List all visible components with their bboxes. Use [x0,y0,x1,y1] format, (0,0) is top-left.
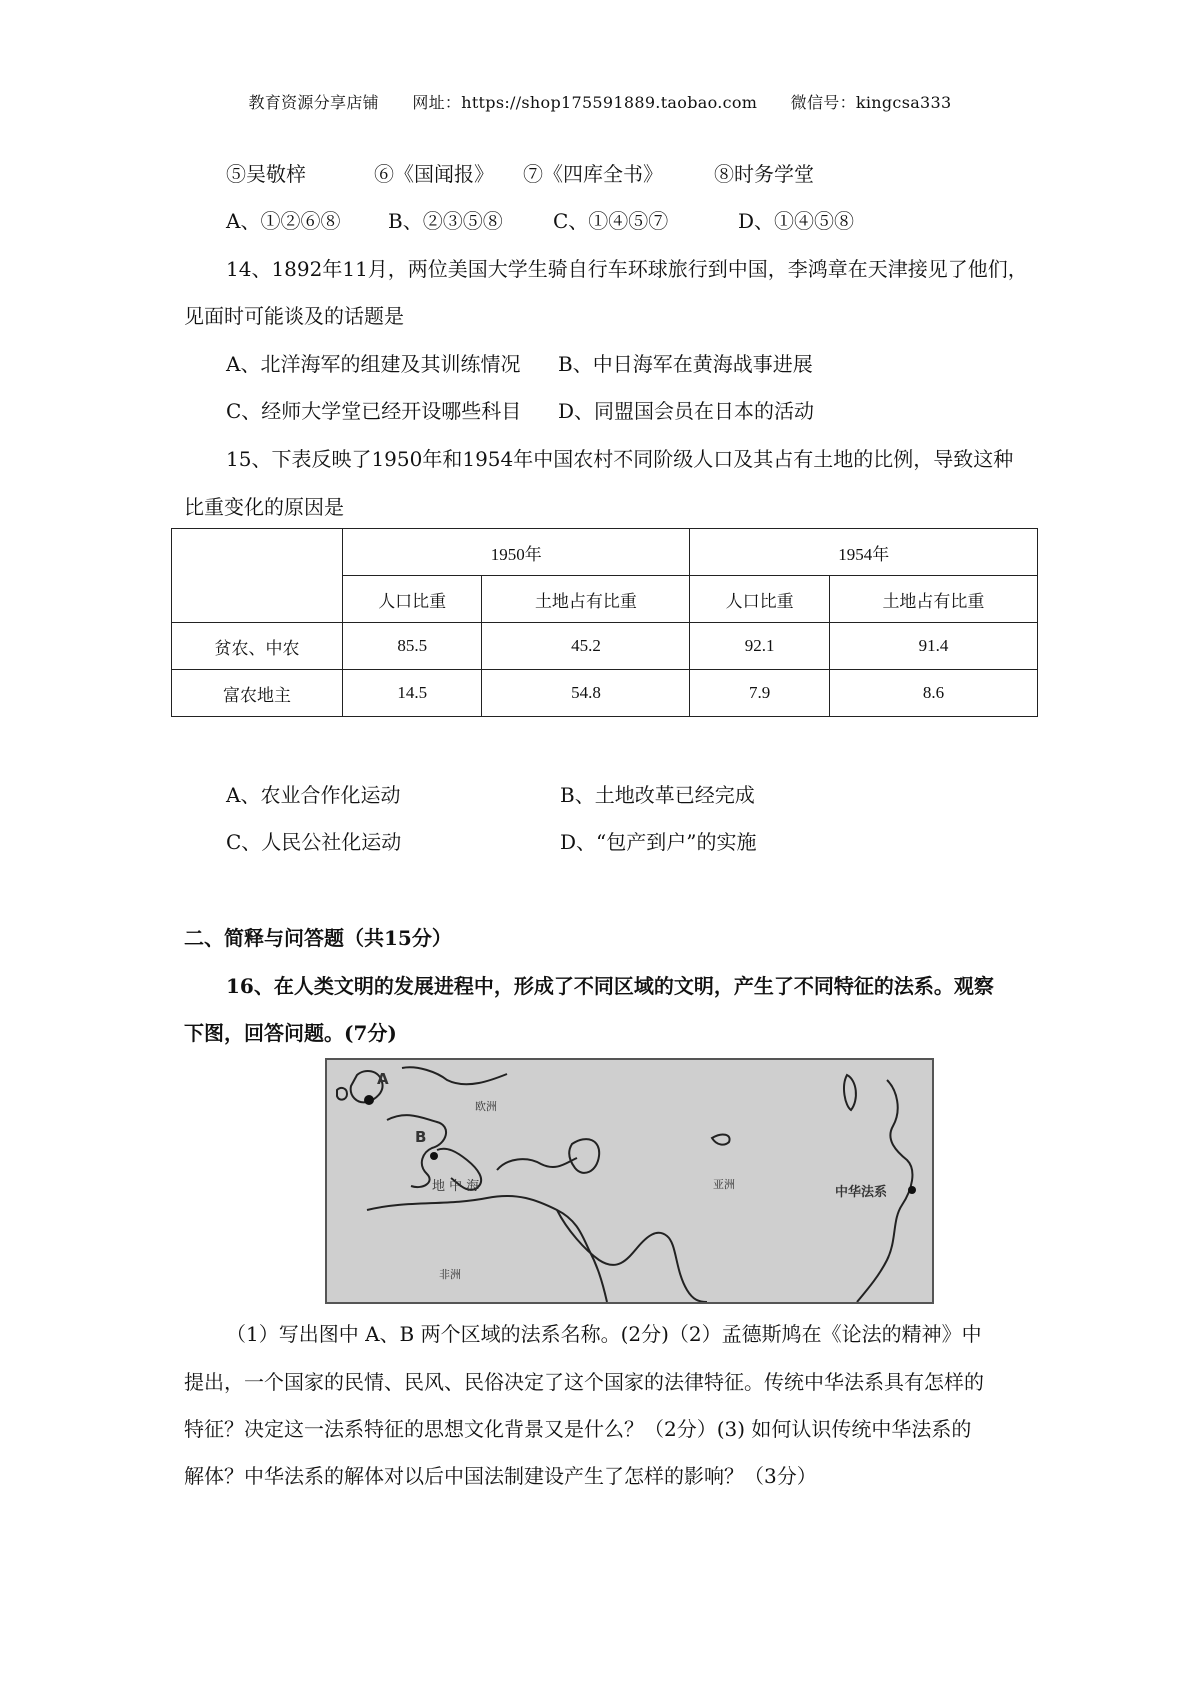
item-5: ⑤吴敬梓 [226,162,306,186]
q14-option-b: B、中日海军在黄海战事进展 [558,352,813,376]
header-wechat: 微信号：kingcsa333 [790,93,952,112]
map-label-mediterranean: 地 中 海 [432,1179,480,1194]
q13-option-a: A、①②⑥⑧ [226,209,341,233]
table-cell: 45.2 [482,623,690,670]
q16-stem-line2: 下图，回答问题。(7分) [184,1021,397,1045]
table-year-1954: 1954年 [690,529,1038,576]
item-7: ⑦《四库全书》 [523,162,663,186]
q13-option-d: D、①④⑤⑧ [738,209,855,233]
q15-stem-line2: 比重变化的原因是 [184,495,344,519]
map-label-europe: 欧洲 [475,1100,497,1113]
row-label: 贫农、中农 [172,623,343,670]
table-row [172,670,1038,717]
page-header [0,90,1200,113]
map-label-b: B [415,1128,427,1146]
marker-china [908,1186,916,1194]
col-land-1950: 土地占有比重 [482,576,690,623]
item-8: ⑧时务学堂 [714,162,814,186]
map-label-africa: 非洲 [439,1268,461,1281]
map-label-china: 中华法系 [835,1185,888,1200]
header-shop: 教育资源分享店铺 [248,93,379,112]
map-label-a: A [377,1070,389,1088]
table-cell: 54.8 [482,670,690,717]
q13-option-b: B、②③⑤⑧ [388,209,503,233]
row-label: 富农地主 [172,670,343,717]
marker-a [364,1095,374,1105]
table-corner [172,529,343,623]
q14-option-d: D、同盟国会员在日本的活动 [558,399,815,423]
table-cell: 7.9 [690,670,829,717]
q14-option-a: A、北洋海军的组建及其训练情况 [226,352,521,376]
col-land-1954: 土地占有比重 [829,576,1037,623]
col-pop-1954: 人口比重 [690,576,829,623]
class-land-table [171,528,1038,717]
q16-stem-line1: 16、在人类文明的发展进程中，形成了不同区域的文明，产生了不同特征的法系。观察 [226,974,994,998]
q14-option-c: C、经师大学堂已经开设哪些科目 [226,399,522,423]
q16-text-line2: 提出，一个国家的民情、民风、民俗决定了这个国家的法律特征。传统中华法系具有怎样的 [184,1370,984,1394]
q15-option-a: A、农业合作化运动 [226,783,401,807]
header-url: 网址：https://shop175591889.taobao.com [412,93,758,112]
table-row [172,623,1038,670]
table-cell: 85.5 [343,623,482,670]
map-svg [327,1060,932,1302]
table-cell: 14.5 [343,670,482,717]
q14-stem-line1: 14、1892年11月，两位美国大学生骑自行车环球旅行到中国，李鸿章在天津接见了他们， [226,257,1028,281]
col-pop-1950: 人口比重 [343,576,482,623]
table-year-1950: 1950年 [343,529,690,576]
item-6: ⑥《国闻报》 [374,162,494,186]
q15-option-c: C、人民公社化运动 [226,830,402,854]
q15-option-d: D、“包产到户”的实施 [560,830,757,854]
table-cell: 91.4 [829,623,1037,670]
q14-stem-line2: 见面时可能谈及的话题是 [184,304,404,328]
section-title: 二、简释与问答题（共15分） [184,926,452,950]
marker-b [430,1152,438,1160]
table-cell: 92.1 [690,623,829,670]
q15-option-b: B、土地改革已经完成 [560,783,755,807]
legal-systems-map [325,1058,934,1304]
q16-text-line1: （1）写出图中 A、B 两个区域的法系名称。(2分)（2）孟德斯鸠在《论法的精神》中 [226,1322,982,1346]
q13-option-c: C、①④⑤⑦ [553,209,669,233]
q15-stem-line1: 15、下表反映了1950年和1954年中国农村不同阶级人口及其占有土地的比例，导致这种 [226,447,1014,471]
q16-text-line4: 解体？中华法系的解体对以后中国法制建设产生了怎样的影响？（3分） [184,1464,817,1488]
q16-text-line3: 特征？决定这一法系特征的思想文化背景又是什么？（2分）(3) 如何认识传统中华法系的 [184,1417,972,1441]
table-cell: 8.6 [829,670,1037,717]
map-label-asia: 亚洲 [713,1178,735,1191]
